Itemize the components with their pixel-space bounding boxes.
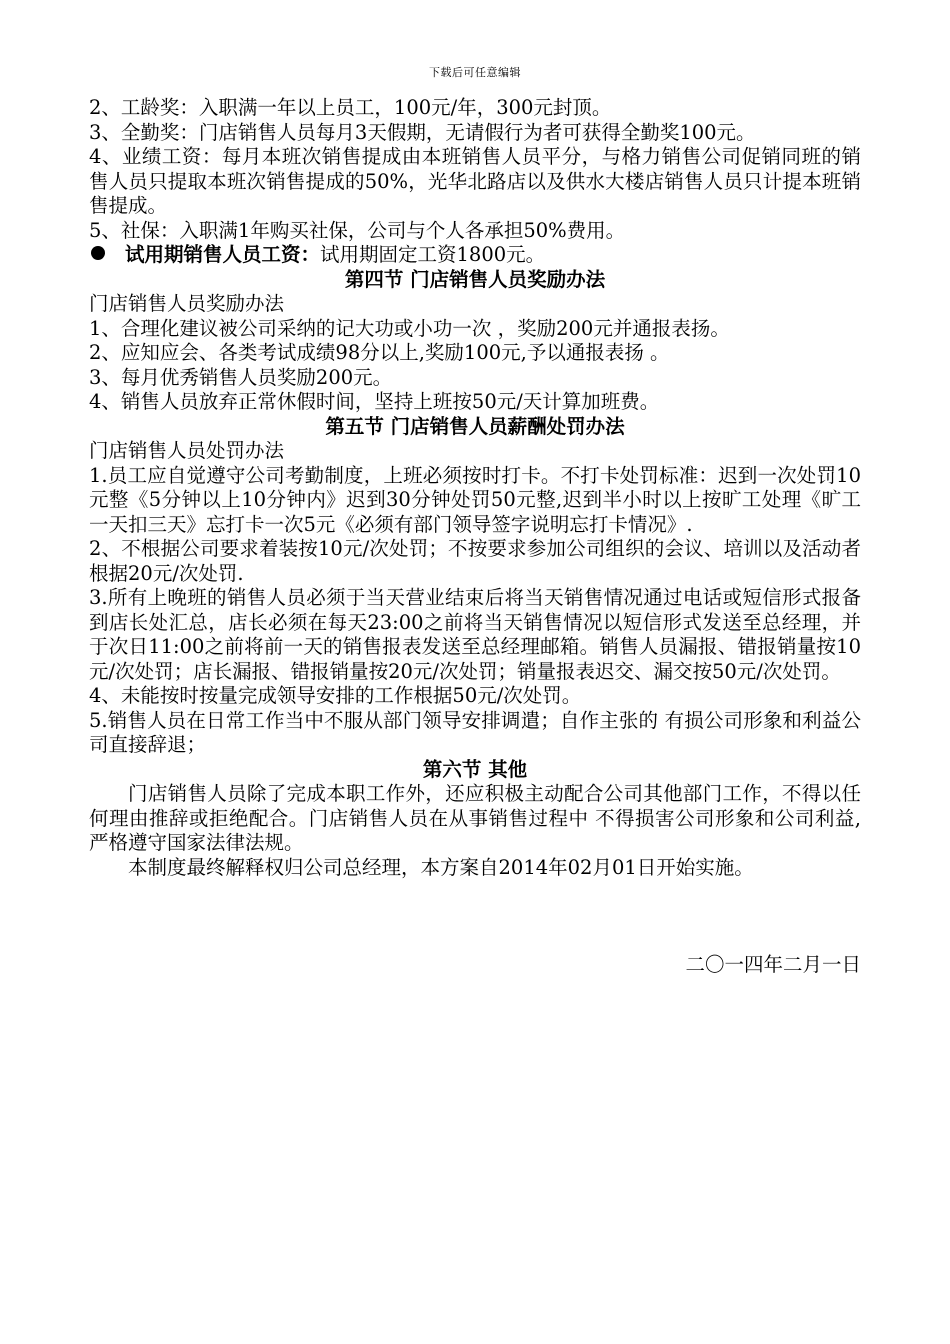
penalty-item-4: 4、未能按时按量完成领导安排的工作根据50元/次处罚。 — [89, 684, 582, 707]
penalty-item-5: 5.销售人员在日常工作当中不服从部门领导安排调遣；自作主张的 有损公司形象和利益公司直接辞退； — [89, 708, 861, 756]
section-5-subtitle: 门店销售人员处罚办法 — [89, 439, 285, 462]
section-4-subtitle: 门店销售人员奖励办法 — [89, 292, 285, 315]
probation-wage-item — [89, 243, 861, 268]
wage-item-performance-pay: 4、业绩工资：每月本班次销售提成由本班销售人员平分，与格力销售公司促销同班的销售人员只提取本班次销售提成的50%，光华北路店以及供水大楼店销售人员只计提本班销售提成。 — [89, 145, 861, 217]
probation-wage-text: 试用期固定工资1800元。 — [320, 243, 546, 266]
probation-wage-label: 试用期销售人员工资： — [125, 243, 321, 266]
wage-item-seniority-bonus: 2、工龄奖：入职满一年以上员工，100元/年，300元封顶。 — [89, 96, 612, 119]
page-header: 下载后可任意编辑 — [429, 66, 521, 79]
section-4-title: 第四节 门店销售人员奖励办法 — [344, 267, 606, 291]
document-date: 二〇一四年二月一日 — [685, 953, 861, 976]
reward-item-3: 3、每月优秀销售人员奖励200元。 — [89, 365, 393, 389]
wage-item-social-insurance: 5、社保：入职满1年购买社保，公司与个人各承担50%费用。 — [89, 218, 626, 242]
penalty-item-1: 1.员工应自觉遵守公司考勤制度，上班必须按时打卡。不打卡处罚标准：迟到一次处罚10元整《5分钟以上10分钟内》迟到30分钟处罚50元整,迟到半小时以上按旷工处理《旷工一天扣三天》忘打卡一次5元《必须有部门领导签字说明忘打卡情况》. — [89, 463, 861, 536]
section-6-title: 第六节 其他 — [422, 757, 528, 781]
reward-item-2: 2、应知应会、各类考试成绩98分以上,奖励100元,予以通报表扬 。 — [89, 341, 670, 364]
wage-item-attendance-bonus: 3、全勤奖：门店销售人员每月3天假期，无请假行为者可获得全勤奖100元。 — [89, 120, 756, 144]
penalty-item-3: 3.所有上晚班的销售人员必须于当天营业结束后将当天销售情况通过电话或短信形式报备到店长处汇总，店长必须在每天23:00之前将当天销售情况以短信形式发送至总经理，并于次日11:00之前将前一天的销售报表发送至总经理邮箱。销售人员漏报、错报销量按10元/次处罚；店长漏报、错报销量按20元/次处罚；销量报表迟交、漏交按50元/次处罚。 — [89, 586, 861, 683]
bullet-icon — [91, 246, 105, 260]
document-body — [89, 96, 861, 978]
section-6-paragraph-2: 本制度最终解释权归公司总经理，本方案自2014年02月01日开始实施。 — [128, 855, 754, 879]
reward-item-4: 4、销售人员放弃正常休假时间，坚持上班按50元/天计算加班费。 — [89, 390, 660, 413]
penalty-item-2: 2、不根据公司要求着装按10元/次处罚；不按要求参加公司组织的会议、培训以及活动者根据20元/次处罚. — [89, 537, 861, 585]
section-6-paragraph-1: 门店销售人员除了完成本职工作外，还应积极主动配合公司其他部门工作，不得以任何理由推辞或拒绝配合。门店销售人员在从事销售过程中 不得损害公司形象和公司利益,严格遵守国家法律法规。 — [89, 782, 861, 854]
reward-item-1: 1、合理化建议被公司采纳的记大功或小功一次 ，奖励200元并通报表扬。 — [89, 316, 730, 340]
section-5-title: 第五节 门店销售人员薪酬处罚办法 — [325, 414, 625, 438]
signature-spacer — [89, 880, 861, 953]
